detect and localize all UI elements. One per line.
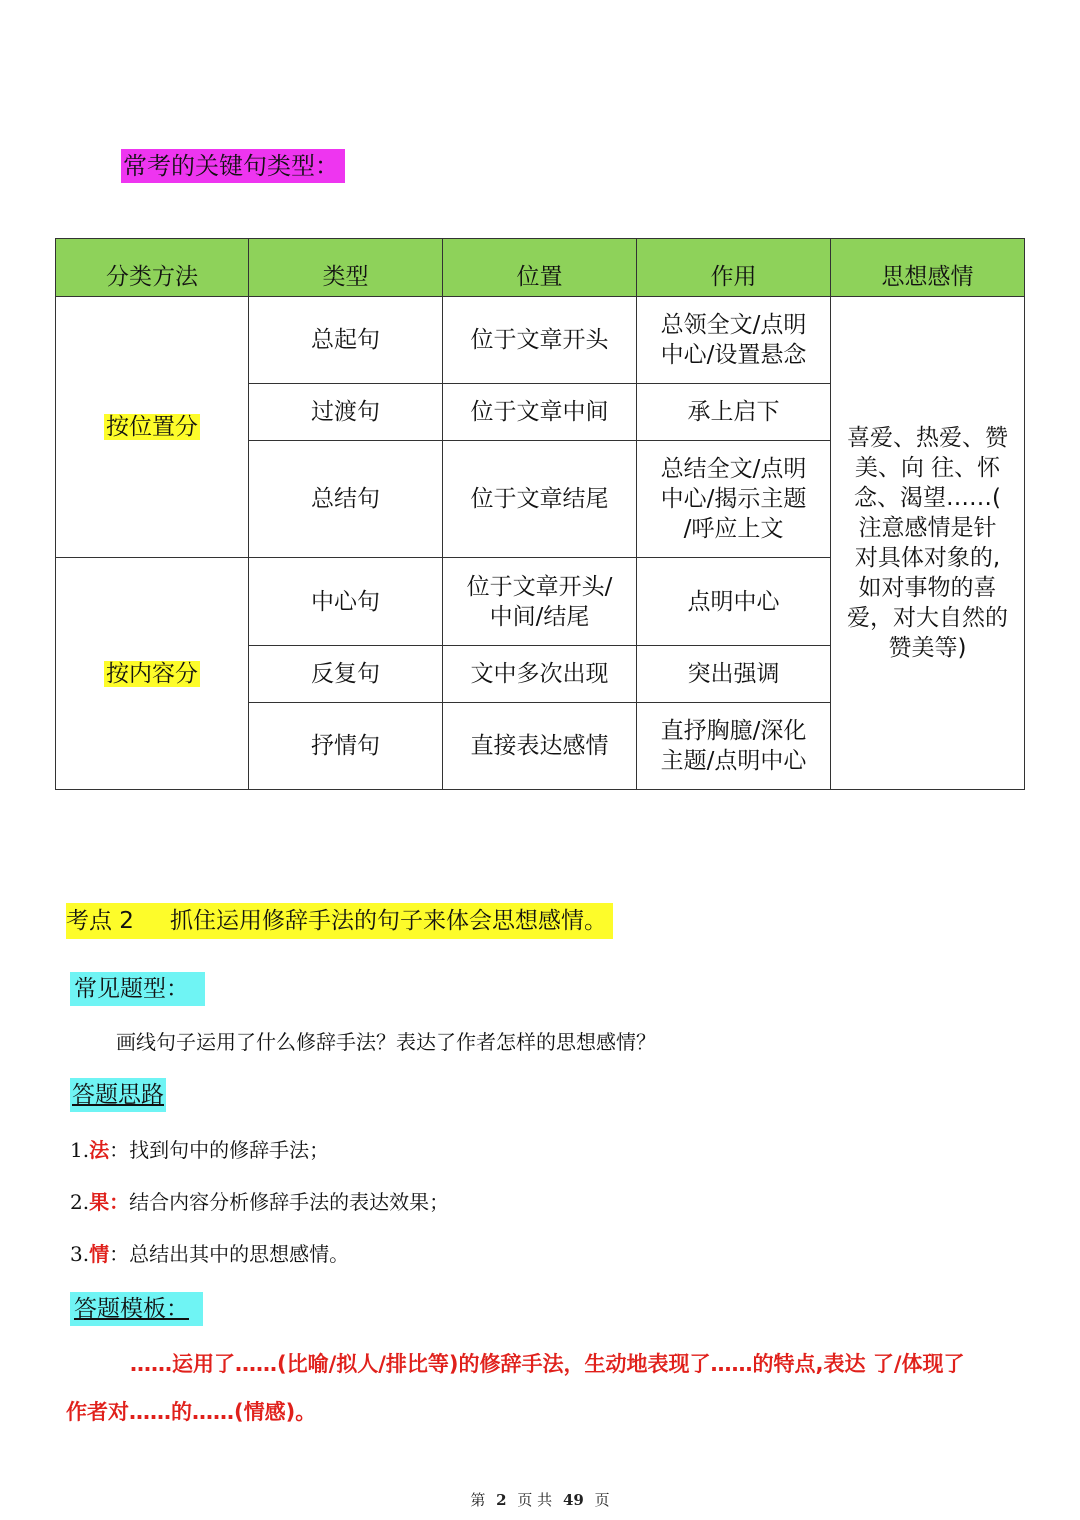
step-number: 1. [70, 1138, 90, 1162]
position-cell: 文中多次出现 [443, 646, 637, 703]
answer-ideas-heading: 答题思路 [70, 1078, 166, 1112]
role-line: 突出强调 [687, 661, 780, 687]
emotion-line: 美、向 往、怀 [854, 455, 1001, 481]
emotion-line: 如对事物的喜 [858, 575, 997, 601]
category-label: 按内容分 [106, 660, 198, 687]
role-cell [637, 646, 831, 703]
position-cell: 位于文章开头 [443, 297, 637, 384]
role-line: 主题/点明中心 [660, 748, 807, 774]
template-line: ……运用了……(比喻/拟人/排比等)的修辞手法，生动地表现了……的特点,表达 了/体现了 [130, 1352, 965, 1376]
type-cell: 抒情句 [249, 703, 443, 790]
position-cell: 位于文章结尾 [443, 441, 637, 558]
type-cell: 中心句 [249, 558, 443, 646]
role-line: 点明中心 [687, 588, 780, 615]
step-number: 2. [70, 1190, 90, 1214]
role-line: 总结全文/点明 [660, 456, 807, 482]
step-key: 果： [89, 1190, 130, 1214]
answer-step [70, 1188, 449, 1216]
kaodian-heading [66, 903, 613, 939]
current-page: 2 [496, 1491, 507, 1509]
total-pages: 49 [562, 1491, 584, 1509]
step-text: 结合内容分析修辞手法的表达效果； [129, 1190, 450, 1214]
answer-template-heading: 答题模板： [70, 1292, 203, 1326]
role-line: 中心/设置悬念 [660, 342, 807, 368]
emotion-line: 对具体对象的, [854, 545, 1001, 571]
table-header-row [56, 239, 1025, 297]
emotion-line: 注意感情是针 [858, 515, 997, 541]
position-line: 中间/结尾 [489, 603, 590, 630]
position-cell: 直接表达感情 [443, 703, 637, 790]
footer-text: 页 [594, 1491, 610, 1509]
role-line: 直抒胸臆/深化 [660, 718, 807, 744]
type-cell: 反复句 [249, 646, 443, 703]
role-line: 中心/揭示主题 [660, 486, 807, 512]
step-key: 法 [89, 1138, 110, 1162]
emotion-line: 念、渴望……( [854, 485, 1001, 511]
emotion-line: 喜爱、热爱、赞 [847, 425, 1008, 451]
role-cell [637, 558, 831, 646]
sample-question: 画线句子运用了什么修辞手法？表达了作者怎样的思想感情？ [116, 1030, 656, 1054]
position-cell: 位于文章中间 [443, 384, 637, 441]
table-row [56, 297, 1025, 384]
page-footer [0, 1489, 1080, 1510]
emotion-cell [831, 297, 1025, 790]
footer-text: 页 共 [517, 1491, 553, 1509]
type-cell: 过渡句 [249, 384, 443, 441]
category-cell [56, 558, 249, 790]
role-line: /呼应上文 [683, 516, 784, 542]
kaodian-text: 抓住运用修辞手法的句子来体会思想感情。 [169, 908, 607, 934]
role-line: 承上启下 [687, 399, 780, 425]
position-cell [443, 558, 637, 646]
role-cell [637, 384, 831, 441]
header-cell: 分类方法 [56, 239, 249, 297]
position-line: 位于文章开头/ [466, 573, 613, 600]
header-cell: 思想感情 [831, 239, 1025, 297]
header-cell: 类型 [249, 239, 443, 297]
kaodian-label: 考点 2 [66, 908, 134, 934]
emotion-line: 爱，对大自然的 [847, 605, 1008, 631]
answer-step [70, 1240, 349, 1268]
header-cell: 位置 [443, 239, 637, 297]
step-key: 情 [89, 1242, 110, 1266]
common-types-heading: 常见题型： [70, 972, 205, 1006]
role-cell [637, 297, 831, 384]
template-line: 作者对……的……(情感)。 [66, 1400, 317, 1424]
category-label: 按位置分 [106, 414, 198, 440]
role-cell [637, 703, 831, 790]
section-title: 常考的关键句类型： [121, 149, 345, 183]
footer-text: 第 [470, 1491, 486, 1509]
role-cell [637, 441, 831, 558]
step-text: ：总结出其中的思想感情。 [109, 1242, 350, 1266]
step-number: 3. [70, 1242, 90, 1266]
role-line: 总领全文/点明 [660, 312, 807, 338]
key-sentence-table [55, 238, 1025, 790]
category-cell [56, 297, 249, 558]
step-text: ：找到句中的修辞手法； [109, 1138, 330, 1162]
type-cell: 总起句 [249, 297, 443, 384]
header-cell: 作用 [637, 239, 831, 297]
emotion-line: 赞美等) [888, 635, 967, 661]
answer-step [70, 1136, 329, 1164]
type-cell: 总结句 [249, 441, 443, 558]
